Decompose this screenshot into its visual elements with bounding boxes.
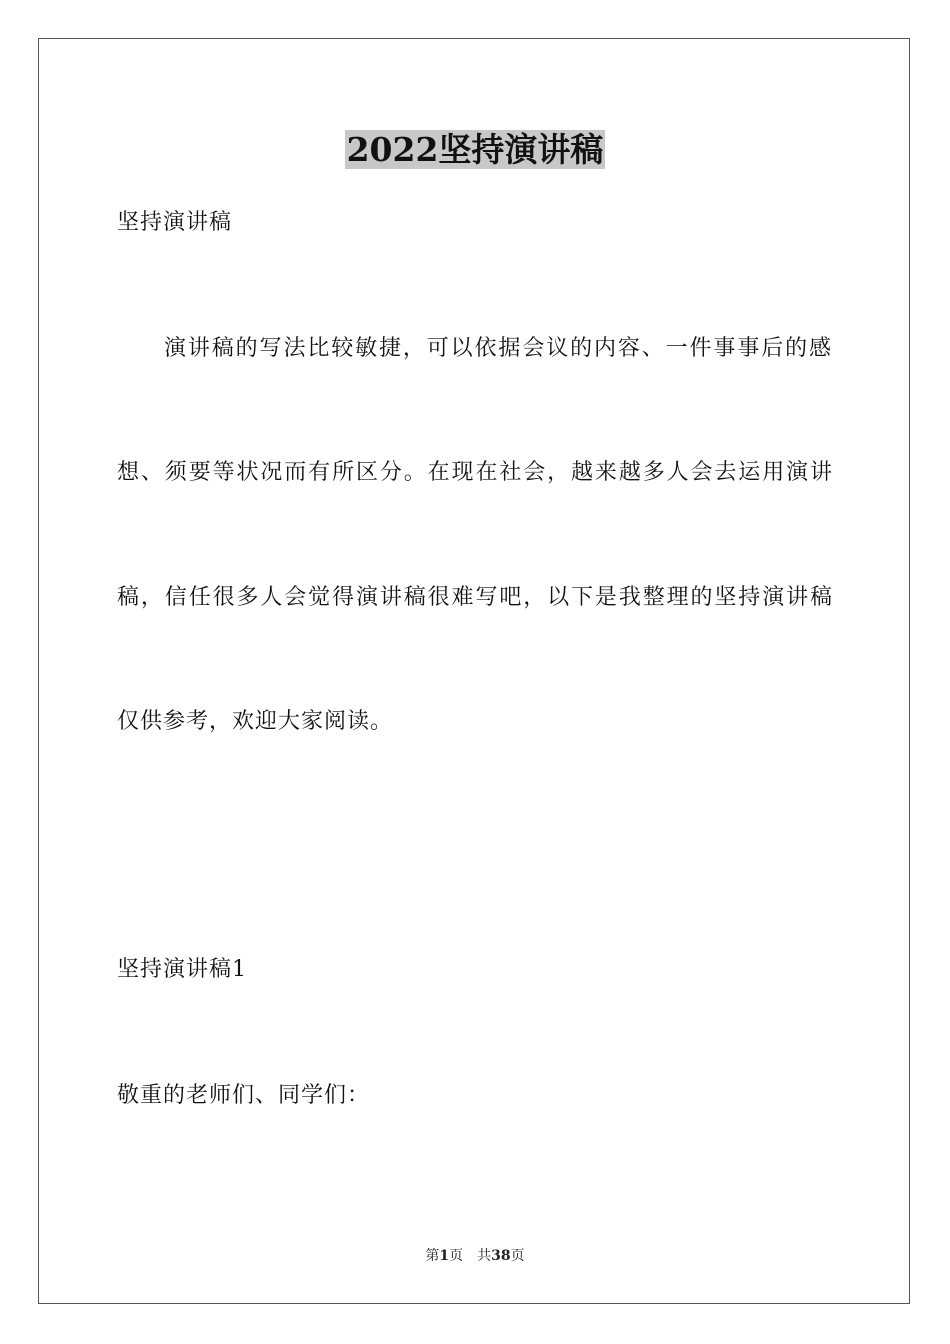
footer-total-prefix: 共 (477, 1248, 492, 1264)
page-footer (0, 1246, 950, 1266)
footer-page-prefix: 第 (425, 1248, 440, 1264)
footer-page-number: 1 (439, 1248, 450, 1264)
intro-line-4: 仅供参考，欢迎大家阅读。 (117, 709, 394, 734)
salutation: 敬重的老师们、同学们： (117, 1083, 371, 1108)
section-heading: 坚持演讲稿1 (117, 957, 247, 982)
footer-total-suffix: 页 (510, 1248, 525, 1264)
document-title-text: 2022坚持演讲稿 (346, 130, 604, 169)
intro-line-2: 想、须要等状况而有所区分。在现在社会，越来越多人会去运用演讲 (117, 460, 833, 485)
footer-page-suffix: 页 (449, 1248, 464, 1264)
document-subtitle: 坚持演讲稿 (117, 210, 233, 235)
intro-line-3: 稿，信任很多人会觉得演讲稿很难写吧，以下是我整理的坚持演讲稿 (117, 585, 833, 610)
document-title (0, 128, 950, 172)
footer-total-pages: 38 (491, 1248, 511, 1264)
intro-line-1: 演讲稿的写法比较敏捷，可以依据会议的内容、一件事事后的感 (164, 336, 832, 361)
